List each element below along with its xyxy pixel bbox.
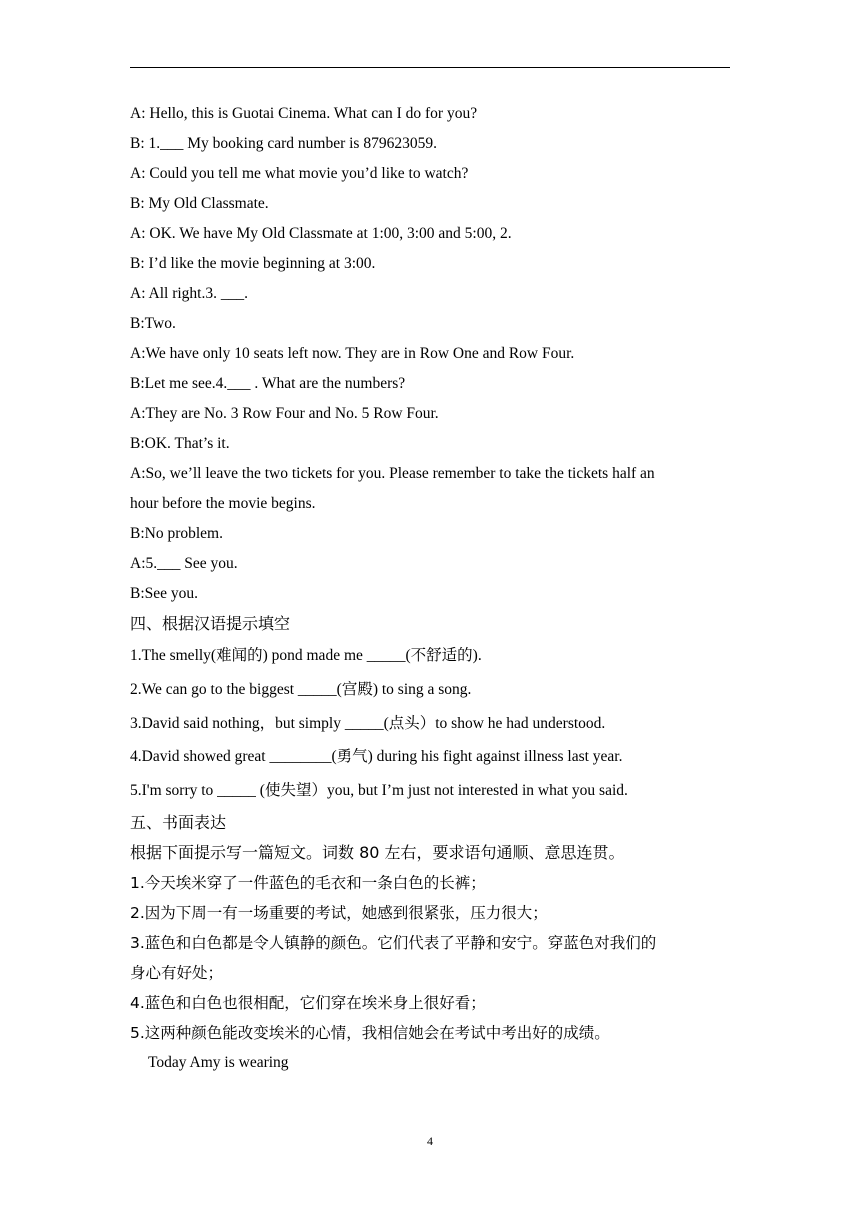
dialogue-line: B: 1.___ My booking card number is 879623059. bbox=[130, 135, 437, 152]
dialogue-line: B: My Old Classmate. bbox=[130, 195, 269, 212]
section-4 bbox=[130, 609, 730, 808]
essay-start: Today Amy is wearing bbox=[148, 1053, 289, 1071]
header-rule bbox=[130, 67, 730, 68]
dialogue-line: A:They are No. 3 Row Four and No. 5 Row Four. bbox=[130, 405, 439, 422]
writing-point: 身心有好处； bbox=[130, 963, 224, 982]
page-content bbox=[130, 99, 730, 1078]
dialogue-line: A: Hello, this is Guotai Cinema. What can I do for you? bbox=[130, 105, 478, 122]
writing-point: 4.蓝色和白色也很相配，它们穿在埃米身上很好看； bbox=[130, 993, 486, 1012]
dialogue-line: hour before the movie begins. bbox=[130, 495, 316, 512]
writing-point: 5.这两种颜色能改变埃米的心情，我相信她会在考试中考出好的成绩。 bbox=[130, 1023, 610, 1042]
dialogue-line: B:Two. bbox=[130, 315, 176, 332]
dialogue bbox=[130, 99, 730, 609]
writing-point: 2.因为下周一有一场重要的考试，她感到很紧张，压力很大； bbox=[130, 903, 548, 922]
writing-point: 3.蓝色和白色都是令人镇静的颜色。它们代表了平静和安宁。穿蓝色对我们的 bbox=[130, 933, 657, 952]
dialogue-line: B: I’d like the movie beginning at 3:00. bbox=[130, 255, 376, 272]
dialogue-line: A:So, we’ll leave the two tickets for you. Please remember to take the tickets half an bbox=[130, 465, 655, 482]
section-5 bbox=[130, 808, 730, 1078]
fill-in-item: 4.David showed great ________(勇气) during his fight against illness last year. bbox=[130, 748, 623, 766]
page-number: 4 bbox=[427, 1134, 433, 1148]
dialogue-line: A: OK. We have My Old Classmate at 1:00, 3:00 and 5:00, 2. bbox=[130, 225, 512, 242]
writing-instruction: 根据下面提示写一篇短文。词数 80 左右，要求语句通顺、意思连贯。 bbox=[130, 842, 625, 862]
fill-in-item: 1.The smelly(难闻的) pond made me _____(不舒适的). bbox=[130, 647, 482, 664]
fill-in-item: 2.We can go to the biggest _____(宫殿) to sing a song. bbox=[130, 680, 472, 698]
fill-in-item: 5.I'm sorry to _____ (使失望）you, but I’m just not interested in what you said. bbox=[130, 782, 628, 800]
dialogue-line: A: All right.3. ___. bbox=[130, 285, 248, 302]
dialogue-line: B:No problem. bbox=[130, 525, 223, 542]
dialogue-line: A:We have only 10 seats left now. They are in Row One and Row Four. bbox=[130, 345, 575, 362]
dialogue-line: B:OK. That’s it. bbox=[130, 435, 230, 452]
section-4-title: 四、根据汉语提示填空 bbox=[130, 614, 291, 633]
fill-in-item: 3.David said nothing，but simply _____(点头）to show he had understood. bbox=[130, 714, 606, 732]
section-5-title: 五、书面表达 bbox=[130, 812, 227, 832]
dialogue-line: B:See you. bbox=[130, 585, 199, 602]
dialogue-line: B:Let me see.4.___ . What are the numbers? bbox=[130, 375, 406, 392]
dialogue-line: A: Could you tell me what movie you’d like to watch? bbox=[130, 165, 469, 182]
writing-point: 1.今天埃米穿了一件蓝色的毛衣和一条白色的长裤； bbox=[130, 873, 486, 892]
dialogue-line: A:5.___ See you. bbox=[130, 555, 238, 572]
